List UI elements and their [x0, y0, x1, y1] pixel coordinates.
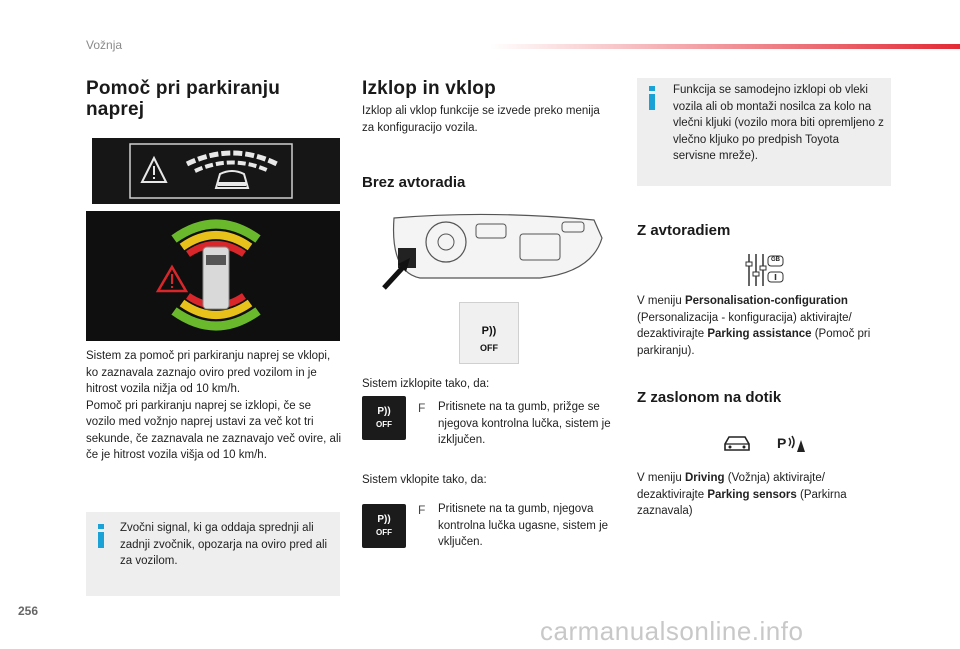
bullet-icon: F [418, 401, 426, 415]
car-icon [722, 432, 752, 454]
parking-display-large [86, 211, 340, 341]
off-caption: Sistem izklopite tako, da: [362, 378, 490, 390]
on-bullet-text: Pritisnete na ta gumb, njegova kontrolna lučka ugasne, sistem je vključen. [438, 503, 609, 548]
park-off-label: OFF [376, 420, 392, 429]
radio-text: V meniju Personalisation-configuration (Personalizacija - konfiguracija) aktivirajte/ dezaktivirajte Parking assistance (Pomoč pri parkiranju). [637, 295, 871, 357]
middle-intro: Izklop ali vklop funkcije se izvede preko menija za konfiguracijo vozila. [362, 105, 600, 134]
section-header: Vožnja [86, 38, 123, 52]
touch-title: Z zaslonom na dotik [637, 389, 782, 406]
watermark: carmanualsonline.info [540, 616, 804, 646]
left-title: Pomoč pri parkiranju naprej [86, 78, 281, 120]
middle-title: Izklop in vklop [362, 78, 496, 99]
park-sensor-icon: P)) [377, 514, 391, 525]
bullet-icon: F [418, 503, 426, 517]
dashboard-illustration [380, 212, 606, 294]
park-off-button-image [459, 302, 519, 364]
left-info-box [86, 512, 340, 596]
right-info-box [637, 78, 891, 186]
on-caption: Sistem vklopite tako, da: [362, 474, 487, 486]
radio-title: Z avtoradiem [637, 222, 731, 239]
park-off-label: OFF [376, 528, 392, 537]
middle-subtitle: Brez avtoradia [362, 174, 466, 191]
touch-text: V meniju Driving (Vožnja) aktivirajte/ dezaktivirajte Parking sensors (Parkirna zaznavala) [637, 472, 847, 517]
left-body: Sistem za pomoč pri parkiranju naprej se vklopi, ko zaznavala zaznajo oviro pred vozilom in je hitrost vozila nižja od 10 km/h. Pomoč pri parkiranju naprej se izklopi, če se vozilo med vožnjo naprej ustavi za več kot tri sekunde, če zaznavala ne zaznavajo več ovire, ali če je hitrost vozila višja od 10 km/h. [86, 350, 342, 461]
info-icon [96, 524, 106, 548]
park-on-button[interactable] [362, 504, 406, 548]
left-info-text: Zvočni signal, ki ga oddaja sprednji ali zadnji zvočnik, opozarja na oviro pred ali za vozilom. [120, 522, 328, 567]
parking-sensors-icon [776, 432, 808, 454]
settings-sliders-icon [745, 252, 785, 288]
page-number: 256 [18, 604, 39, 618]
svg-text:P: P [777, 435, 787, 451]
right-info-text: Funkcija se samodejno izklopi ob vleki vozila ali ob montaži nosilca za kolo na vlečni kljuki (vozilo mora biti opremljeno z vlečno kljuko po predpish Toyota servisne mreže). [673, 84, 884, 162]
park-off-button[interactable] [362, 396, 406, 440]
park-sensor-icon: P)) [377, 406, 391, 417]
info-icon [647, 86, 657, 110]
park-sensor-icon: P)) [481, 325, 497, 337]
off-bullet-text: Pritisnete na ta gumb, prižge se njegova kontrolna lučka, sistem je izključen. [438, 401, 611, 446]
park-off-label: OFF [480, 343, 498, 353]
gb-label: GB [771, 257, 780, 263]
parking-display-small [92, 138, 340, 204]
header-accent-bar [490, 44, 960, 49]
